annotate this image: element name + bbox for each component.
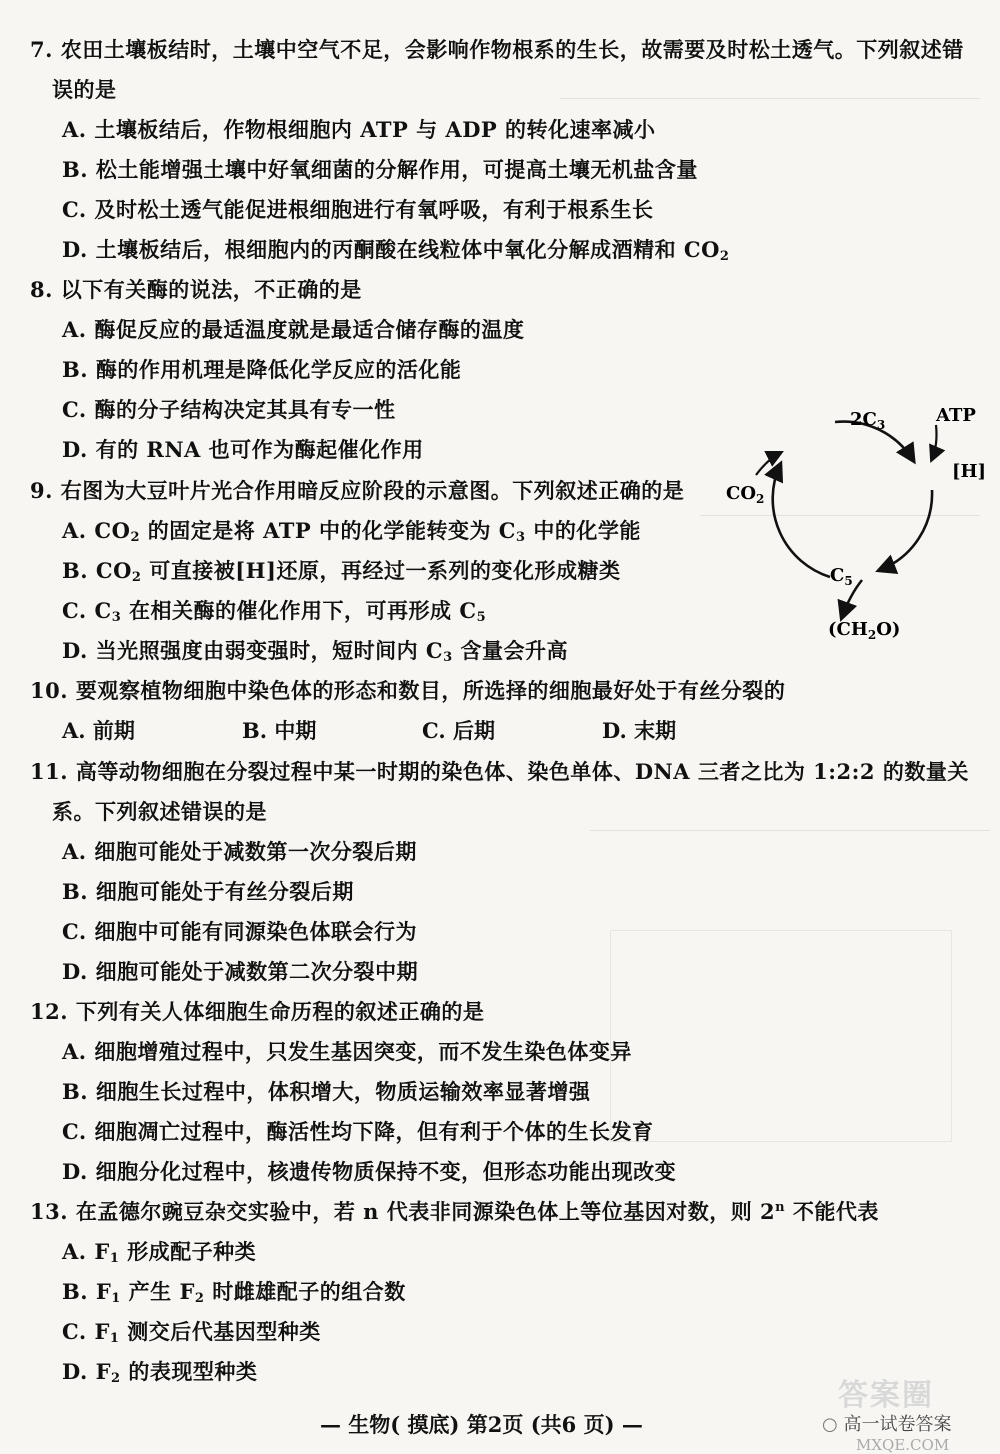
q13-option-c: C. $F_1$ 测交后代基因型种类 [62, 1319, 321, 1346]
cycle-arc-bottom-left [773, 465, 830, 577]
q12-stem: 12. 下列有关人体细胞生命历程的叙述正确的是 [30, 999, 485, 1024]
q10-option-c: C. 后期 [422, 718, 495, 743]
q12-option-b: B. 细胞生长过程中，体积增大，物质运输效率显著增强 [62, 1079, 591, 1104]
q9-option-d: D. 当光照强度由弱变强时，短时间内 $C_3$ 含量会升高 [62, 638, 568, 665]
label-2c3: $2C_3$ [850, 409, 886, 432]
q7-option-d: D. 土壤板结后，根细胞内的丙酮酸在线粒体中氧化分解成酒精和 $CO_2$ [62, 237, 730, 264]
q13-option-a: A. $F_1$ 形成配子种类 [62, 1239, 257, 1266]
q13-option-d: D. $F_2$ 的表现型种类 [62, 1359, 258, 1386]
label-h: [H] [952, 461, 987, 482]
q8-option-a: A. 酶促反应的最适温度就是最适合储存酶的温度 [62, 317, 525, 342]
q11-option-c: C. 细胞中可能有同源染色体联会行为 [62, 919, 417, 944]
q11-stem-line1: 11. 高等动物细胞在分裂过程中某一时期的染色体、染色单体、DNA 三者之比为 1:2:2 的数量关 [30, 759, 969, 784]
q7-option-b: B. 松土能增强土壤中好氧细菌的分解作用，可提高土壤无机盐含量 [62, 157, 698, 182]
q10-stem: 10. 要观察植物细胞中染色体的形态和数目，所选择的细胞最好处于有丝分裂的 [30, 678, 786, 703]
q12-option-c: C. 细胞凋亡过程中，酶活性均下降，但有利于个体的生长发育 [62, 1119, 654, 1144]
cycle-arc-right [880, 490, 932, 570]
q11-option-b: B. 细胞可能处于有丝分裂后期 [62, 879, 354, 904]
q9-option-b: B. $CO_2$ 可直接被[H]还原，再经过一系列的变化形成糖类 [62, 558, 621, 585]
q11-option-a: A. 细胞可能处于减数第一次分裂后期 [62, 839, 417, 864]
page-footer: — 生物( 摸底) 第2页 (共6 页) — [320, 1412, 643, 1437]
q10-option-d: D. 末期 [602, 718, 677, 743]
q11-stem-line2: 系。下列叙述错误的是 [52, 799, 267, 824]
calvin-cycle-diagram [720, 395, 990, 675]
q12-option-a: A. 细胞增殖过程中，只发生基因突变，而不发生染色体变异 [62, 1039, 632, 1064]
watermark-label: ○ 高一试卷答案 [822, 1414, 952, 1435]
watermark-url: MXQE.COM [856, 1436, 950, 1454]
q10-option-a: A. 前期 [62, 718, 135, 743]
wechat-icon: ○ [822, 1414, 838, 1435]
q12-option-d: D. 细胞分化过程中，核遗传物质保持不变，但形态功能出现改变 [62, 1159, 677, 1184]
label-atp: ATP [936, 405, 976, 426]
q11-option-d: D. 细胞可能处于减数第二次分裂中期 [62, 959, 419, 984]
q9-stem: 9. 右图为大豆叶片光合作用暗反应阶段的示意图。下列叙述正确的是 [30, 478, 685, 503]
q10-options [62, 717, 782, 745]
label-ch2o: $(CH_2O)$ [828, 619, 901, 642]
q8-option-d: D. 有的 RNA 也可作为酶起催化作用 [62, 437, 424, 462]
q7-option-c: C. 及时松土透气能促进根细胞进行有氧呼吸，有利于根系生长 [62, 197, 654, 222]
q7-stem-line1: 7. 农田土壤板结时，土壤中空气不足，会影响作物根系的生长，故需要及时松土透气。下列叙述错 [30, 37, 964, 62]
q13-stem: 13. 在孟德尔豌豆杂交实验中，若 n 代表非同源染色体上等位基因对数，则 2$^n$ 不能代表 [30, 1199, 879, 1224]
q9-option-c: C. $C_3$ 在相关酶的催化作用下，可再形成 $C_5$ [62, 598, 487, 625]
q9-option-a: A. $CO_2$ 的固定是将 ATP 中的化学能转变为 $C_3$ 中的化学能 [62, 518, 641, 545]
atp-input-arrow [932, 425, 937, 459]
q7-option-a: A. 土壤板结后，作物根细胞内 ATP 与 ADP 的转化速率减小 [62, 117, 656, 142]
label-co2: $CO_2$ [726, 483, 765, 506]
calvin-cycle-svg [720, 395, 990, 675]
q8-stem: 8. 以下有关酶的说法，不正确的是 [30, 277, 362, 302]
q7-stem-line2: 误的是 [52, 77, 117, 102]
watermark-logo: 答案圈 [838, 1378, 934, 1413]
label-c5: $C_5$ [830, 565, 853, 588]
q13-option-b: B. $F_1$ 产生 $F_2$ 时雌雄配子的组合数 [62, 1279, 406, 1306]
q8-option-c: C. 酶的分子结构决定其具有专一性 [62, 397, 396, 422]
q8-option-b: B. 酶的作用机理是降低化学反应的活化能 [62, 357, 462, 382]
q10-option-b: B. 中期 [242, 718, 317, 743]
